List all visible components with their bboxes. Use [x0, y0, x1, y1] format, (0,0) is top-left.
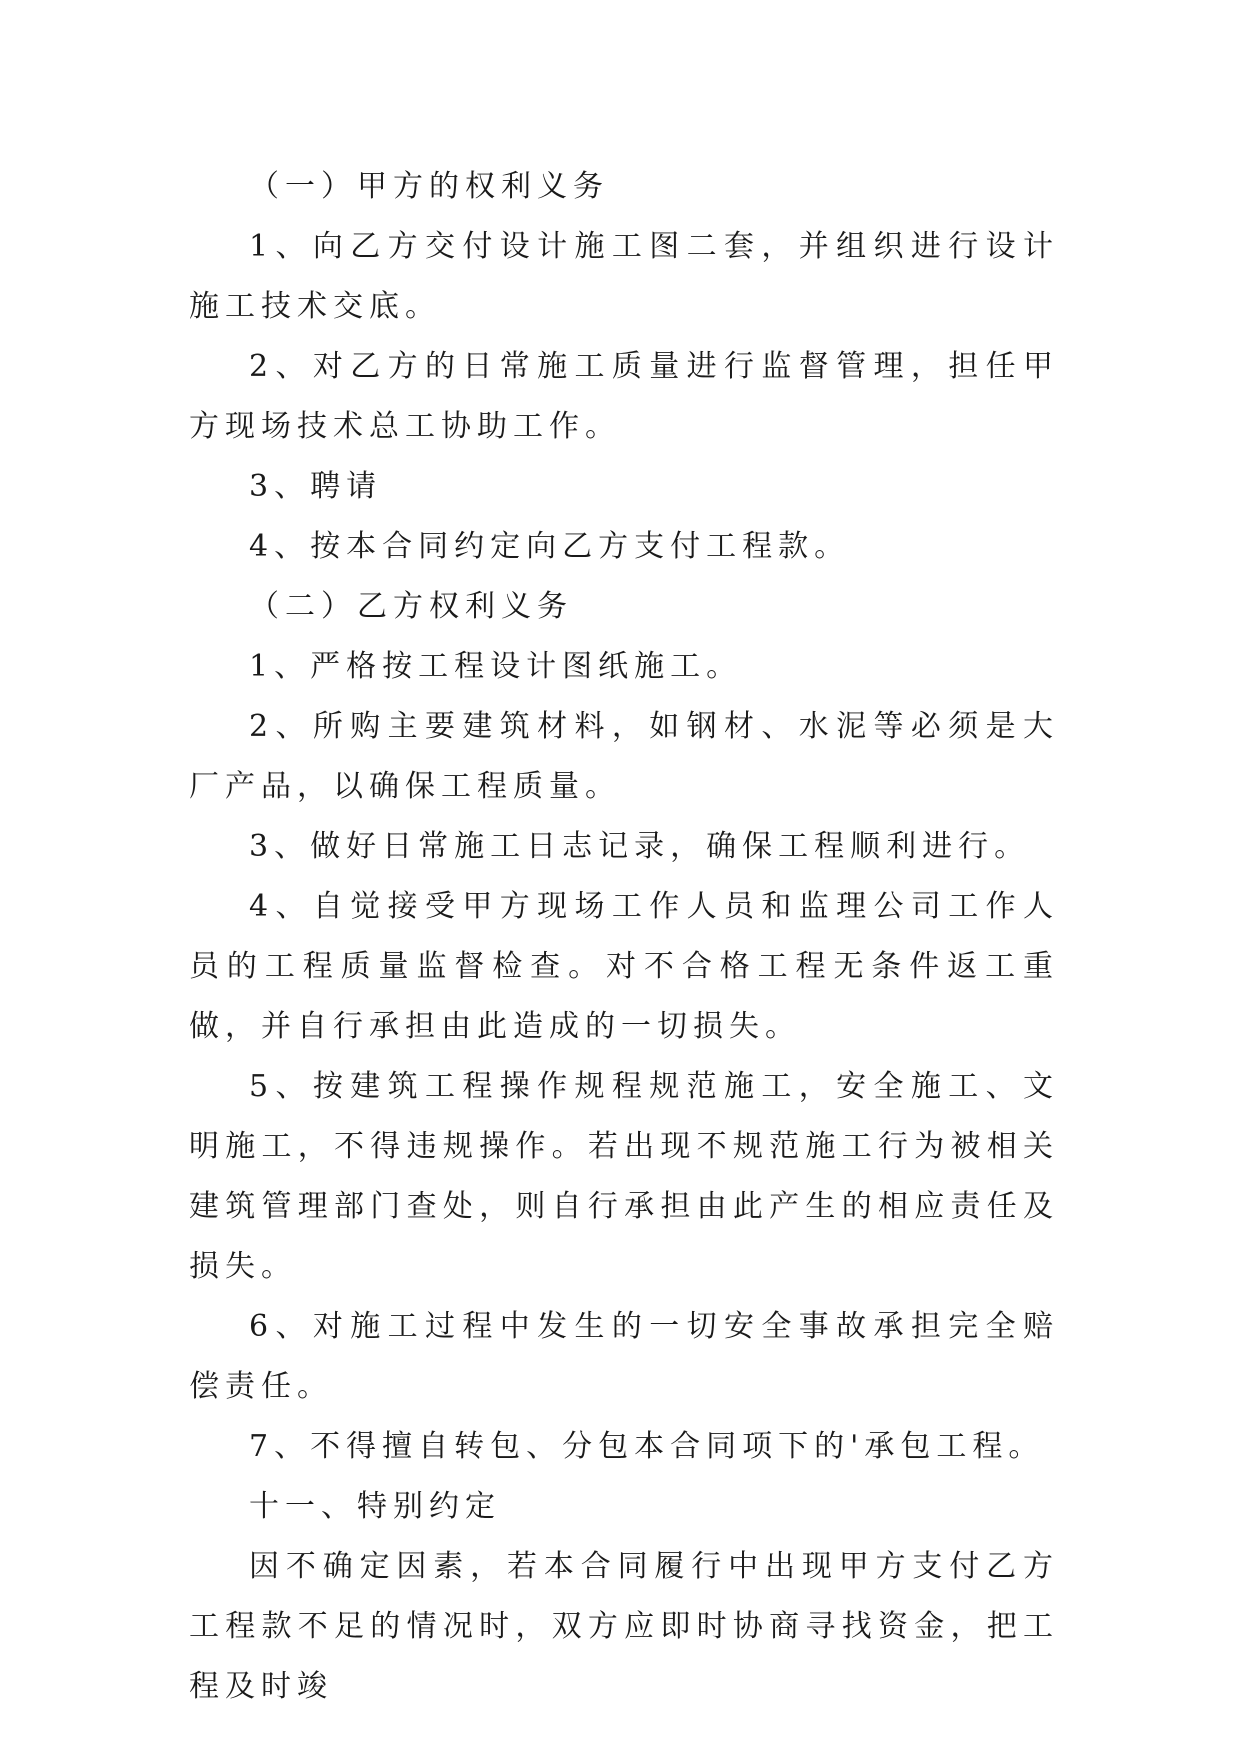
clause-a-4: 4、按本合同约定向乙方支付工程款。 [249, 529, 851, 564]
document-body [189, 157, 1059, 1717]
clause-a-3: 3、聘请 [249, 469, 383, 504]
special-agreement-text: 因不确定因素，若本合同履行中出现甲方支付乙方工程款不足的情况时，双方应即时协商寻找资金，把工程及时竣 [189, 1549, 1059, 1704]
clause-b-6: 6、对施工过程中发生的一切安全事故承担完全赔偿责任。 [189, 1309, 1059, 1404]
clause-b-5: 5、按建筑工程操作规程规范施工，安全施工、文明施工，不得违规操作。若出现不规范施工行为被相关建筑管理部门查处，则自行承担由此产生的相应责任及损失。 [189, 1069, 1059, 1284]
clause-b-3: 3、做好日常施工日志记录，确保工程顺利进行。 [249, 829, 1031, 864]
clause-a-1: 1、向乙方交付设计施工图二套，并组织进行设计施工技术交底。 [189, 229, 1059, 324]
section-heading-party-b: （二）乙方权利义务 [249, 589, 573, 624]
section-heading-special-agreement: 十一、特别约定 [249, 1489, 501, 1524]
clause-b-7: 7、不得擅自转包、分包本合同项下的'承包工程。 [249, 1429, 1045, 1464]
section-heading-party-a: （一）甲方的权利义务 [249, 169, 609, 204]
clause-b-2: 2、所购主要建筑材料，如钢材、水泥等必须是大厂产品，以确保工程质量。 [189, 709, 1059, 804]
clause-b-1: 1、严格按工程设计图纸施工。 [249, 649, 743, 684]
clause-a-2: 2、对乙方的日常施工质量进行监督管理，担任甲方现场技术总工协助工作。 [189, 349, 1059, 444]
clause-b-4: 4、自觉接受甲方现场工作人员和监理公司工作人员的工程质量监督检查。对不合格工程无条件返工重做，并自行承担由此造成的一切损失。 [189, 889, 1059, 1044]
